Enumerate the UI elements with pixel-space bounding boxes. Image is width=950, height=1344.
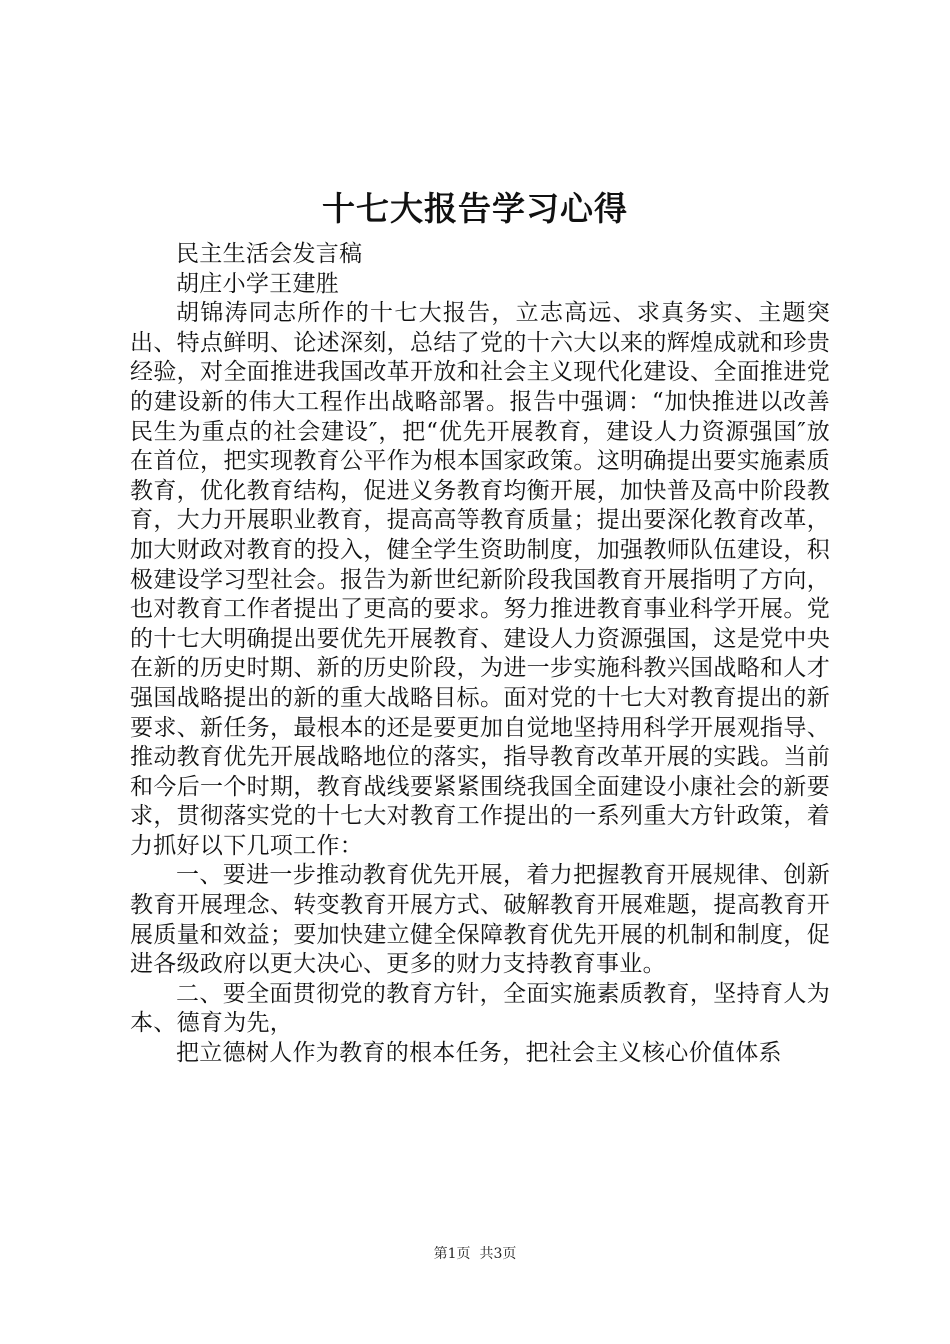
page-footer: [0, 1244, 950, 1264]
author-line: 胡庄小学王建胜: [176, 270, 340, 297]
speech-subtitle: 民主生活会发言稿: [176, 241, 363, 267]
page-total: 共3页: [479, 1246, 517, 1262]
page-number: 第1页: [433, 1246, 471, 1262]
body-paragraph: 二、要全面贯彻党的教育方针，全面实施素质教育，坚持育人为本、德育为先，: [130, 980, 830, 1037]
body-paragraph: 一、要进一步推动教育优先开展，着力把握教育开展规律、创新教育开展理念、转变教育开展方式、破解教育开展难题，提高教育开展质量和效益；要加快建立健全保障教育优先开展的机制和制度，促进各级政府以更大决心、更多的财力支持教育事业。: [130, 862, 830, 978]
document-body: [130, 240, 830, 1069]
document-title: 十七大报告学习心得: [322, 189, 628, 228]
body-paragraph: 把立德树人作为教育的根本任务，把社会主义核心价值体系: [176, 1040, 782, 1067]
body-paragraph: 胡锦涛同志所作的十七大报告，立志高远、求真务实、主题突出、特点鲜明、论述深刻，总结了党的十六大以来的辉煌成就和珍贵经验，对全面推进我国改革开放和社会主义现代化建设、全面推进党的建设新的伟大工程作出战略部署。报告中强调：“加快推进以改善民生为重点的社会建设″，把“优先开展教育，建设人力资源强国″放在首位，把实现教育公平作为根本国家政策。这明确提出要实施素质教育，优化教育结构，促进义务教育均衡开展，加快普及高中阶段教育，大力开展职业教育，提高高等教育质量；提出要深化教育改革，加大财政对教育的投入，健全学生资助制度，加强教师队伍建设，积极建设学习型社会。报告为新世纪新阶段我国教育开展指明了方向，也对教育工作者提出了更高的要求。努力推进教育事业科学开展。党的十七大明确提出要优先开展教育、建设人力资源强国，这是党中央在新的历史时期、新的历史阶段，为进一步实施科教兴国战略和人才强国战略提出的新的重大战略目标。面对党的十七大对教育提出的新要求、新任务，最根本的还是要更加自觉地坚持用科学开展观指导、推动教育优先开展战略地位的落实，指导教育改革开展的实践。当前和今后一个时期，教育战线要紧紧围绕我国全面建设小康社会的新要求，贯彻落实党的十七大对教育工作提出的一系列重大方针政策，着力抓好以下几项工作：: [130, 300, 830, 859]
